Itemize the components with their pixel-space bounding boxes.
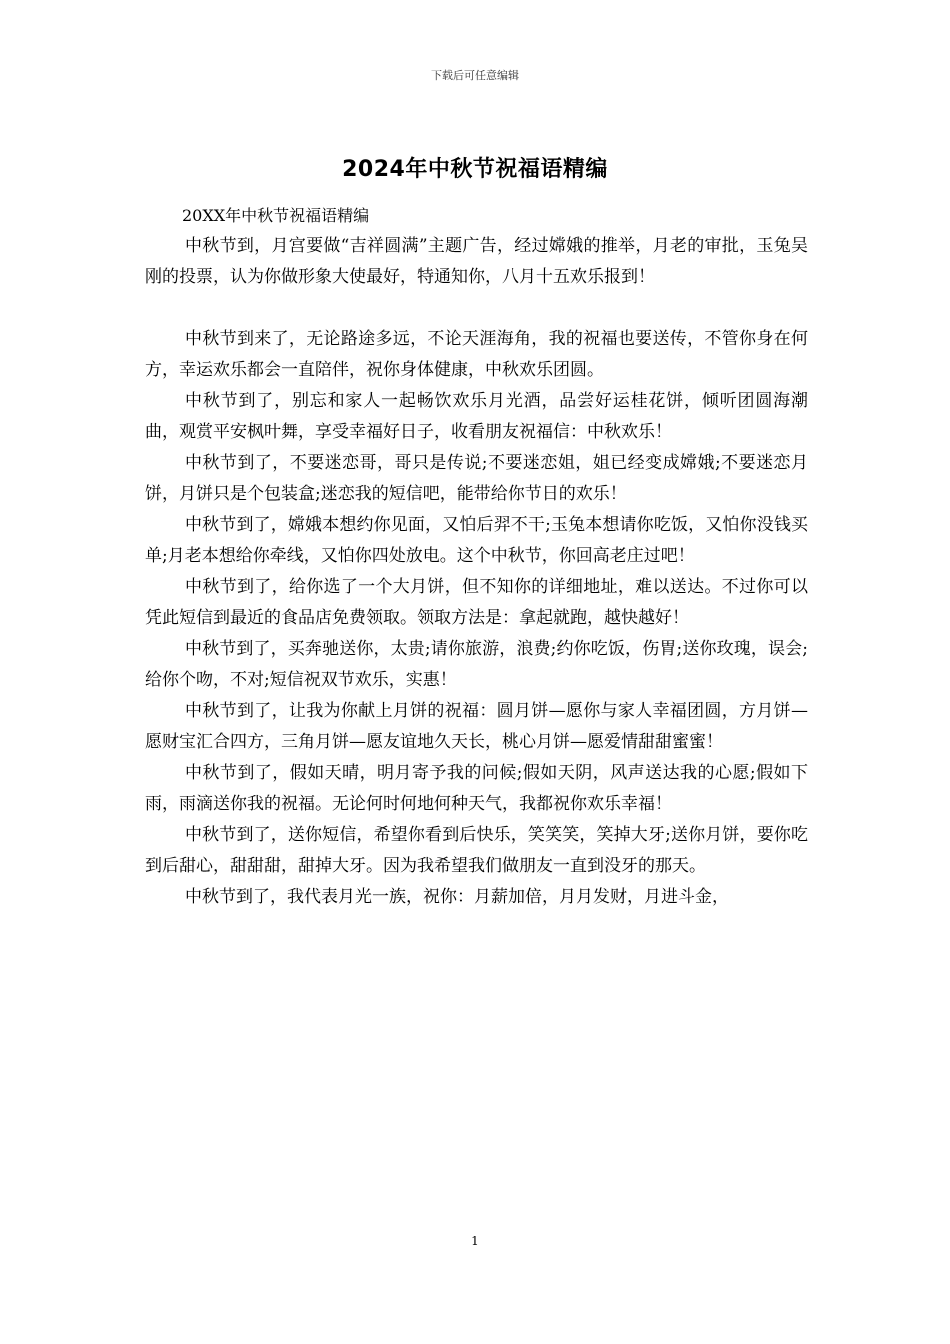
blank-line — [145, 293, 808, 324]
paragraph: 中秋节到了，给你选了一个大月饼，但不知你的详细地址，难以送达。不过你可以凭此短信到最近的食品店免费领取。领取方法是：拿起就跑，越快越好！ — [145, 577, 808, 628]
page-number: 1 — [471, 1234, 479, 1248]
document-title: 2024年中秋节祝福语精编 — [342, 157, 608, 182]
paragraph: 中秋节到了，我代表月光一族，祝你：月薪加倍，月月发财，月进斗金， — [185, 887, 729, 907]
paragraph: 中秋节到了，让我为你献上月饼的祝福：圆月饼—愿你与家人幸福团圆，方月饼—愿财宝汇合四方，三角月饼—愿友谊地久天长，桃心月饼—愿爱情甜甜蜜蜜！ — [145, 701, 808, 752]
paragraph: 中秋节到了，送你短信，希望你看到后快乐，笑笑笑，笑掉大牙;送你月饼，要你吃到后甜心，甜甜甜，甜掉大牙。因为我希望我们做朋友一直到没牙的那天。 — [145, 825, 808, 876]
paragraph: 中秋节到了，嫦娥本想约你见面，又怕后羿不干;玉兔本想请你吃饭，又怕你没钱买单;月老本想给你牵线，又怕你四处放电。这个中秋节，你回高老庄过吧！ — [145, 515, 808, 566]
document-subtitle: 20XX年中秋节祝福语精编 — [182, 206, 370, 225]
paragraph: 中秋节到了，别忘和家人一起畅饮欢乐月光酒，品尝好运桂花饼，倾听团圆海潮曲，观赏平安枫叶舞，享受幸福好日子，收看朋友祝福信：中秋欢乐！ — [145, 391, 808, 442]
paragraph: 中秋节到，月宫要做“吉祥圆满”主题广告，经过嫦娥的推举，月老的审批，玉兔吴刚的投票，认为你做形象大使最好，特通知你，八月十五欢乐报到！ — [145, 236, 808, 287]
paragraph: 中秋节到了，买奔驰送你，太贵;请你旅游，浪费;约你吃饭，伤胃;送你玫瑰，误会;给你个吻，不对;短信祝双节欢乐，实惠！ — [145, 639, 808, 690]
paragraph: 中秋节到了，假如天晴，明月寄予我的问候;假如天阴，风声送达我的心愿;假如下雨，雨滴送你我的祝福。无论何时何地何种天气，我都祝你欢乐幸福！ — [145, 763, 808, 814]
paragraph: 中秋节到来了，无论路途多远，不论天涯海角，我的祝福也要送传，不管你身在何方，幸运欢乐都会一直陪伴，祝你身体健康，中秋欢乐团圆。 — [145, 329, 808, 380]
document-body — [145, 200, 808, 913]
header-note: 下载后可任意编辑 — [431, 69, 519, 82]
paragraph: 中秋节到了，不要迷恋哥，哥只是传说;不要迷恋姐，姐已经变成嫦娥;不要迷恋月饼，月饼只是个包装盒;迷恋我的短信吧，能带给你节日的欢乐！ — [145, 453, 808, 504]
